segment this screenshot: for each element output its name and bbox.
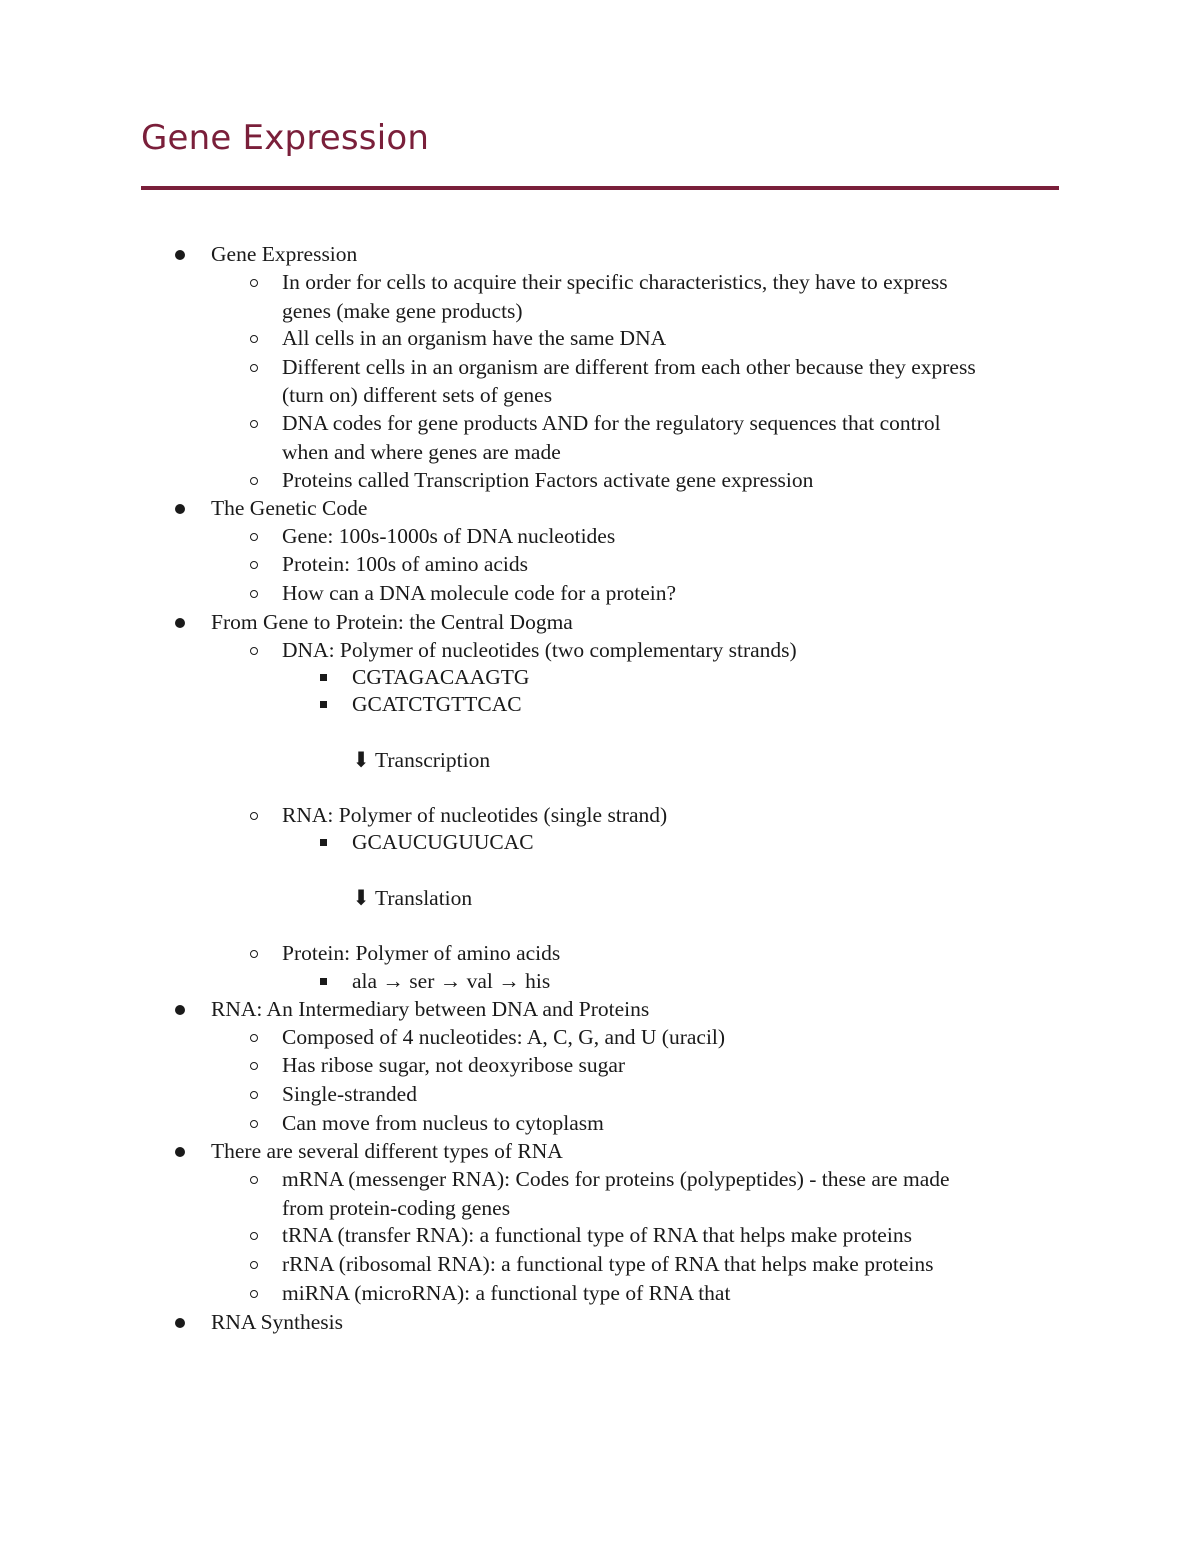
- section-heading: Gene Expression: [211, 242, 358, 266]
- bullet-circle-icon: [250, 1091, 258, 1099]
- list-item: tRNA (transfer RNA): a functional type of RNA that helps make proteins: [282, 1223, 912, 1247]
- bullet-circle-icon: [250, 1176, 258, 1184]
- bullet-disc-icon: [175, 618, 185, 628]
- list-item: Can move from nucleus to cytoplasm: [282, 1111, 604, 1135]
- bullet-circle-icon: [250, 1290, 258, 1298]
- list-item: DNA codes for gene products AND for the regulatory sequences that control: [282, 411, 941, 435]
- list-item: miRNA (microRNA): a functional type of RNA that: [282, 1281, 731, 1305]
- translation-arrow-label: ⬇ Translation: [352, 886, 473, 910]
- bullet-circle-icon: [250, 590, 258, 598]
- bullet-square-icon: [320, 978, 327, 985]
- list-item: Different cells in an organism are different from each other because they express: [282, 355, 976, 379]
- list-item: In order for cells to acquire their specific characteristics, they have to express: [282, 270, 948, 294]
- bullet-circle-icon: [250, 1120, 258, 1128]
- bullet-circle-icon: [250, 812, 258, 820]
- bullet-circle-icon: [250, 364, 258, 372]
- bullet-circle-icon: [250, 1261, 258, 1269]
- list-item: mRNA (messenger RNA): Codes for proteins (polypeptides) - these are made: [282, 1167, 950, 1191]
- bullet-circle-icon: [250, 533, 258, 541]
- bullet-circle-icon: [250, 1232, 258, 1240]
- list-item: RNA: Polymer of nucleotides (single strand): [282, 803, 668, 827]
- bullet-circle-icon: [250, 647, 258, 655]
- sequence-item: GCATCTGTTCAC: [352, 692, 522, 716]
- bullet-circle-icon: [250, 1034, 258, 1042]
- title-divider: [141, 186, 1059, 190]
- list-item: All cells in an organism have the same DNA: [282, 326, 667, 350]
- list-item-continuation: from protein-coding genes: [282, 1196, 511, 1220]
- bullet-circle-icon: [250, 335, 258, 343]
- list-item-continuation: genes (make gene products): [282, 299, 523, 323]
- list-item: DNA: Polymer of nucleotides (two complementary strands): [282, 638, 797, 662]
- list-item: rRNA (ribosomal RNA): a functional type of RNA that helps make proteins: [282, 1252, 934, 1276]
- transcription-arrow-label: ⬇ Transcription: [352, 748, 491, 772]
- list-item: Protein: 100s of amino acids: [282, 552, 529, 576]
- bullet-circle-icon: [250, 561, 258, 569]
- bullet-disc-icon: [175, 1318, 185, 1328]
- bullet-disc-icon: [175, 250, 185, 260]
- section-heading: From Gene to Protein: the Central Dogma: [211, 610, 573, 634]
- bullet-circle-icon: [250, 420, 258, 428]
- list-item: Has ribose sugar, not deoxyribose sugar: [282, 1053, 626, 1077]
- section-heading: There are several different types of RNA: [211, 1139, 563, 1163]
- list-item: Proteins called Transcription Factors activate gene expression: [282, 468, 814, 492]
- bullet-disc-icon: [175, 504, 185, 514]
- list-item: Composed of 4 nucleotides: A, C, G, and U (uracil): [282, 1025, 726, 1049]
- bullet-circle-icon: [250, 279, 258, 287]
- sequence-item: GCAUCUGUUCAC: [352, 830, 534, 854]
- list-item: Gene: 100s-1000s of DNA nucleotides: [282, 524, 616, 548]
- bullet-disc-icon: [175, 1005, 185, 1015]
- bullet-circle-icon: [250, 1062, 258, 1070]
- list-item-continuation: when and where genes are made: [282, 440, 561, 464]
- bullet-square-icon: [320, 839, 327, 846]
- list-item: How can a DNA molecule code for a protein?: [282, 581, 677, 605]
- bullet-circle-icon: [250, 950, 258, 958]
- section-heading: RNA Synthesis: [211, 1310, 344, 1334]
- bullet-circle-icon: [250, 477, 258, 485]
- bullet-square-icon: [320, 701, 327, 708]
- list-item-continuation: (turn on) different sets of genes: [282, 383, 553, 407]
- list-item: Protein: Polymer of amino acids: [282, 941, 561, 965]
- sequence-item: CGTAGACAAGTG: [352, 665, 530, 689]
- list-item: Single-stranded: [282, 1082, 417, 1106]
- section-heading: The Genetic Code: [211, 496, 368, 520]
- section-heading: RNA: An Intermediary between DNA and Proteins: [211, 997, 650, 1021]
- bullet-square-icon: [320, 674, 327, 681]
- bullet-disc-icon: [175, 1147, 185, 1157]
- page-title: Gene Expression: [141, 118, 430, 158]
- amino-acid-chain: ala → ser → val → his: [352, 969, 551, 993]
